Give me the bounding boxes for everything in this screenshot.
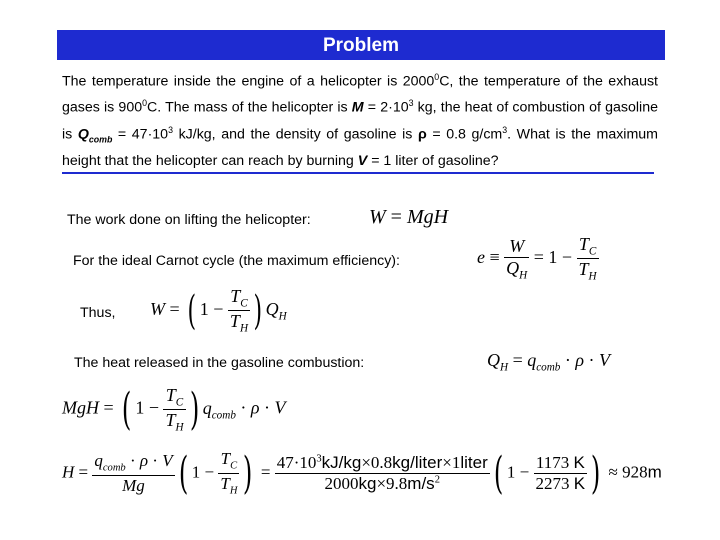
problem-text: The temperature inside the engine of a helicopter is 2000: [62, 73, 435, 90]
heat-symbol: Q: [77, 126, 89, 143]
heat-equation: $Q_H = q_{comb} \cdot \rho \cdot V$: [487, 350, 611, 374]
problem-text: kJ/kg, and the density of gasoline is: [172, 126, 418, 143]
problem-title-bar: [57, 30, 665, 60]
subscript: comb: [88, 134, 113, 145]
density-symbol: ρ: [417, 126, 427, 143]
result-value: 928: [622, 462, 648, 482]
mass-symbol: M: [351, 100, 364, 117]
volume-symbol: V: [357, 152, 368, 169]
divider-line: [62, 172, 654, 174]
problem-text: = 1 liter of gasoline?: [367, 152, 499, 169]
problem-text: = 2·10: [363, 100, 409, 117]
work-in-terms-of-heat: W = ( 1 − $\frac{T_C}{T_H}$ ) $Q_H$: [150, 286, 287, 336]
problem-text: . What is the maximum height that the helicopter can reach by burning: [62, 126, 658, 169]
page-title: Problem: [322, 35, 400, 56]
superscript: 3: [502, 124, 508, 135]
carnot-label: For the ideal Carnot cycle (the maximum efficiency):: [73, 253, 400, 269]
problem-text: C. The mass of the helicopter is: [147, 100, 352, 117]
problem-text: kg, the heat of combustion of gasoline is: [62, 100, 658, 143]
problem-text: = 47·10: [112, 126, 169, 143]
final-equation: H = $\frac{q_{comb} \cdot \rho \cdot V}{Mg}$ ( 1 − $\frac{T_C}{T_H}$ ) = $\frac{47\cdot 10^3kJ/kg\times 0.8kg/liter\times 1liter}{2000kg\times 9.8m/s^2}$ ( 1 − $\frac{1173 K}{2273 K}$ ) ≈ 928m: [62, 448, 662, 499]
superscript: 0: [142, 98, 148, 109]
result-unit: m: [647, 462, 662, 482]
thus-label: Thus,: [80, 305, 116, 321]
numeric-fraction: $\frac{47\cdot 10^3kJ/kg\times 0.8kg/liter\times 1liter}{2000kg\times 9.8m/s^2}$: [276, 453, 488, 493]
problem-text: C, the temperature of the exhaust gases is 900: [62, 73, 659, 117]
work-equation: W = MgH: [369, 206, 449, 228]
work-label: The work done on lifting the helicopter:: [67, 212, 311, 228]
problem-text: = 0.8 g/cm: [426, 126, 503, 143]
temperature-fraction: $\frac{1173 K}{2273 K}$: [535, 453, 586, 493]
heat-label: The heat released in the gasoline combustion:: [74, 355, 365, 371]
superscript: 3: [168, 124, 173, 135]
problem-statement: [62, 67, 658, 172]
combined-equation: MgH = ( 1 − $\frac{T_C}{T_H}$ ) $q_{comb} \cdot \rho \cdot V$: [62, 384, 286, 435]
superscript: 3: [408, 98, 414, 109]
efficiency-equation: e ≡ $\frac{W}{Q_H}$ = 1 − $\frac{T_C}{T_H}$: [477, 234, 597, 284]
superscript: 0: [434, 72, 440, 82]
